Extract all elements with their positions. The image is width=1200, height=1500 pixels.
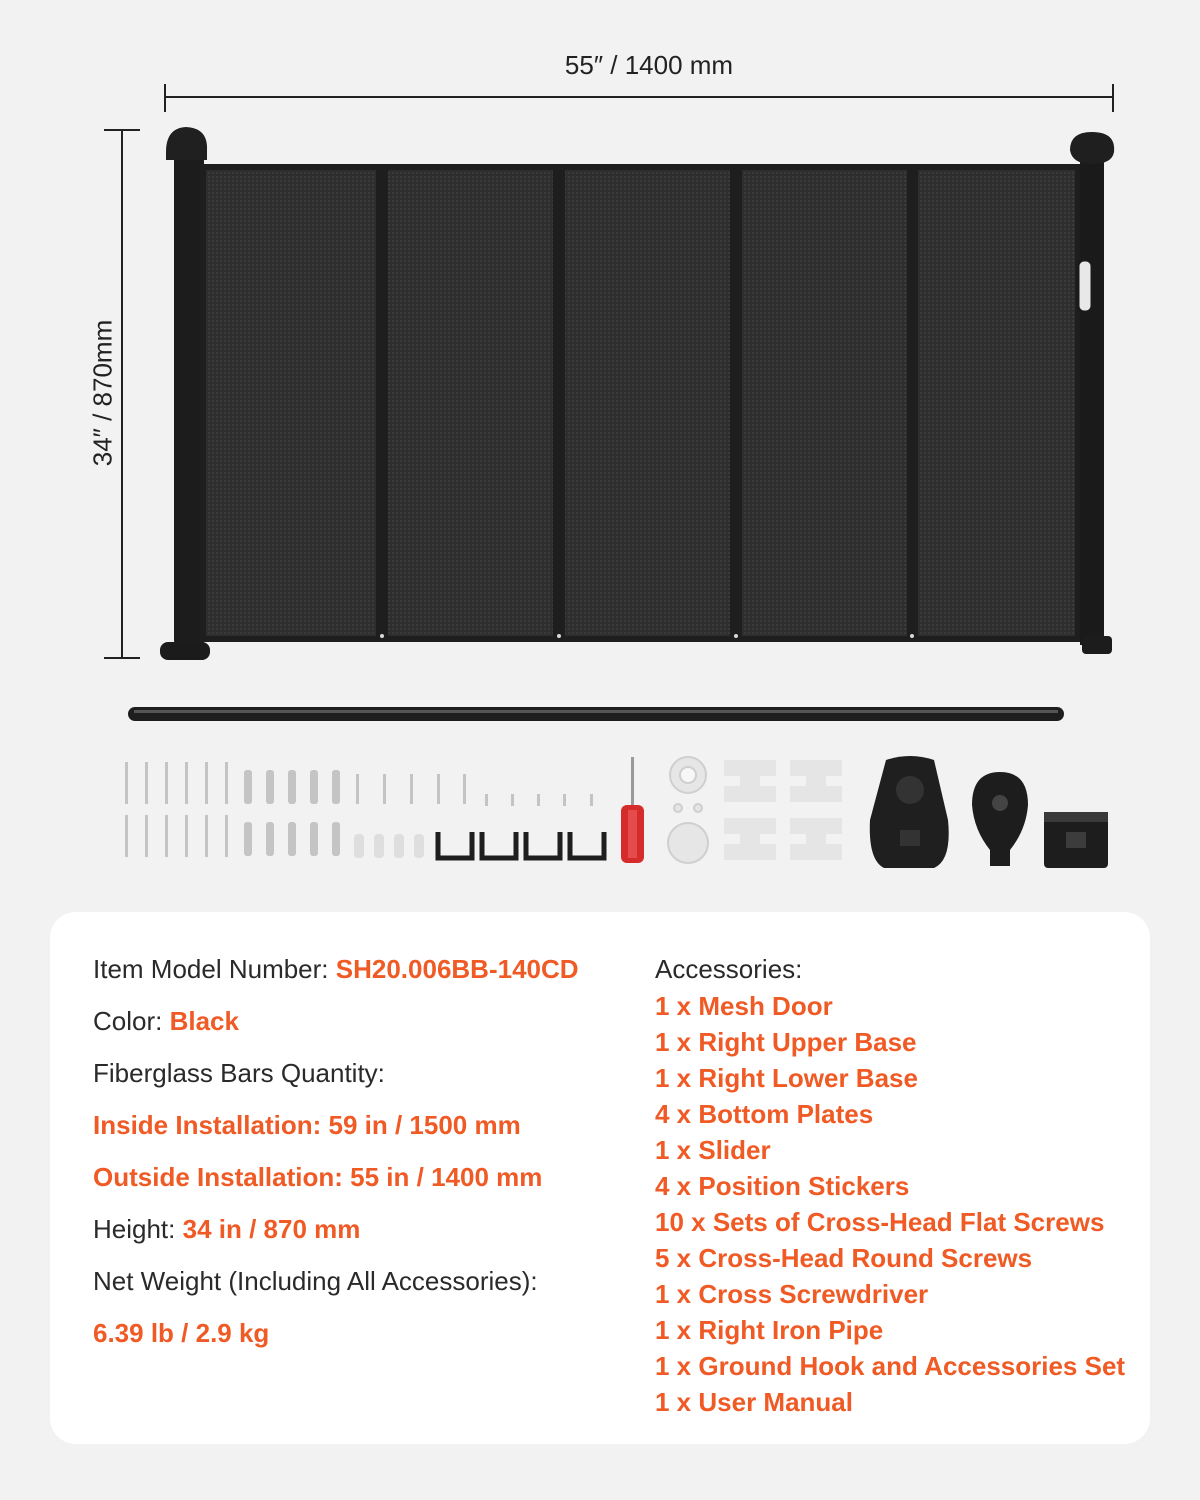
height-row <box>93 1214 360 1245</box>
net-weight-value: 6.39 lb / 2.9 kg <box>93 1318 270 1348</box>
accessory-item: 1 x Slider <box>655 1135 771 1165</box>
slider-image <box>668 757 708 863</box>
model-number-label: Item Model Number: <box>93 954 329 984</box>
position-stickers-image <box>724 760 842 860</box>
accessories-list <box>655 988 1125 1420</box>
accessory-item: 10 x Sets of Cross-Head Flat Screws <box>655 1207 1105 1237</box>
outside-installation-value: 55 in / 1400 mm <box>350 1162 543 1192</box>
color-row <box>93 1006 239 1037</box>
color-value: Black <box>169 1006 239 1036</box>
net-weight-label: Net Weight (Including All Accessories): <box>93 1266 538 1296</box>
accessory-item: 4 x Bottom Plates <box>655 1099 874 1129</box>
model-number-value: SH20.006BB-140CD <box>335 954 579 984</box>
right-lower-base-image <box>972 772 1028 866</box>
accessory-item: 1 x Right Iron Pipe <box>655 1315 884 1345</box>
accessory-item: 1 x Mesh Door <box>655 991 833 1021</box>
accessory-item: 1 x Right Lower Base <box>655 1063 918 1093</box>
accessory-item: 5 x Cross-Head Round Screws <box>655 1243 1033 1273</box>
accessory-item: 1 x Right Upper Base <box>655 1027 917 1057</box>
width-dimension-label: 55″ / 1400 mm <box>564 50 734 80</box>
accessory-item: 1 x Ground Hook and Accessories Set <box>655 1351 1126 1381</box>
height-label: Height: <box>93 1214 176 1244</box>
mesh-gate-image <box>160 127 1114 660</box>
accessory-item: 1 x User Manual <box>655 1387 853 1417</box>
inside-installation-value: 59 in / 1500 mm <box>328 1110 521 1140</box>
model-number-row <box>93 954 579 985</box>
outside-installation-row <box>93 1162 542 1193</box>
specifications-card <box>50 912 1150 1444</box>
height-dimension-label: 34″ / 870mm <box>87 319 118 467</box>
outside-installation-label: Outside Installation: <box>93 1162 343 1192</box>
height-value: 34 in / 870 mm <box>182 1214 361 1244</box>
accessory-item: 1 x Cross Screwdriver <box>655 1279 929 1309</box>
fiberglass-bars-label: Fiberglass Bars Quantity: <box>93 1058 385 1088</box>
color-label: Color: <box>93 1006 163 1036</box>
right-upper-base-image <box>870 756 949 868</box>
inside-installation-label: Inside Installation: <box>93 1110 322 1140</box>
height-dimension-line <box>104 130 140 658</box>
iron-pipe-image <box>128 707 1064 721</box>
screwdriver-image <box>621 757 644 863</box>
accessories-title: Accessories: <box>655 954 803 984</box>
inside-installation-row <box>93 1110 521 1141</box>
width-dimension-line <box>165 84 1113 112</box>
accessory-item: 4 x Position Stickers <box>655 1171 910 1201</box>
ground-hook-image <box>1044 812 1108 868</box>
screws-image <box>125 762 593 858</box>
bottom-plates-image <box>438 832 604 858</box>
